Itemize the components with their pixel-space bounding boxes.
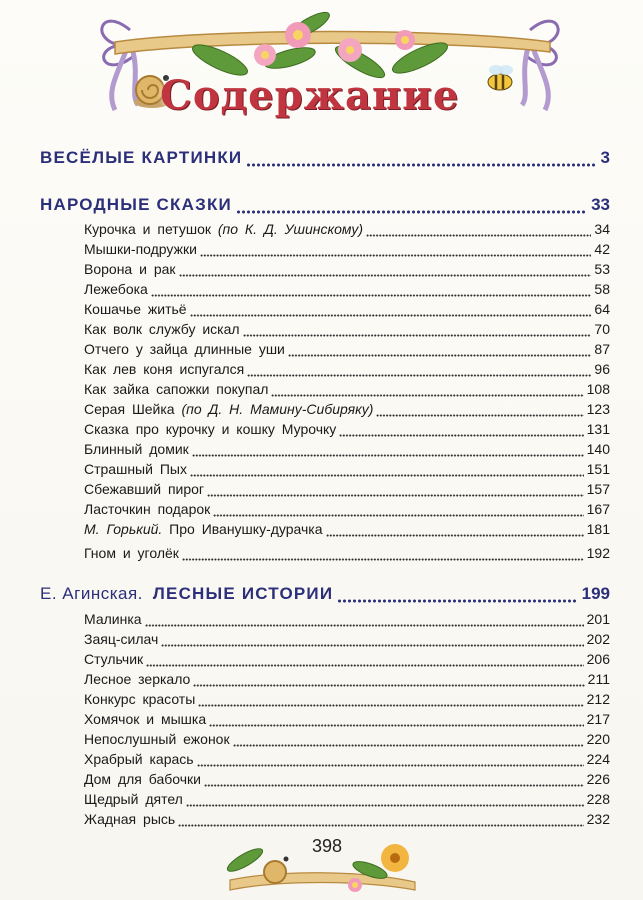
entry-page: 212 (586, 691, 610, 707)
toc-entry[interactable] (84, 421, 610, 441)
dot-leader (339, 434, 583, 437)
section-author: Е. Агинская. (40, 584, 143, 603)
toc-entry[interactable] (84, 651, 610, 671)
dot-leader (326, 534, 584, 537)
toc-entry[interactable] (84, 321, 610, 341)
entry-title: Сбежавший пирог (84, 481, 205, 497)
entry-note: (по Д. Н. Мамину-Сибиряку) (181, 401, 374, 417)
section-title: ВЕСЁЛЫЕ КАРТИНКИ (40, 148, 243, 167)
entry-page: 140 (586, 441, 610, 457)
entry-title: Лежебока (84, 281, 148, 297)
toc-entry[interactable] (84, 711, 610, 731)
entry-page: 192 (586, 545, 610, 561)
entry-title: Как волк службу искал (84, 321, 240, 337)
entry-title: Серая Шейка (84, 401, 175, 417)
dot-leader (209, 724, 584, 727)
flower-icon (381, 844, 409, 872)
dot-leader (192, 454, 584, 457)
entry-page: 87 (594, 341, 610, 357)
dot-leader (178, 824, 583, 827)
page-title: Содержание (160, 72, 460, 119)
entry-title: Мышки-подружки (84, 241, 197, 257)
entry-page: 151 (586, 461, 610, 477)
dot-leader (197, 764, 584, 767)
entry-page: 157 (586, 481, 610, 497)
entry-title: Непослушный ежонок (84, 731, 230, 747)
entry-title: Страшный Пых (84, 461, 187, 477)
toc-entry[interactable] (84, 221, 610, 241)
entry-page: 96 (594, 361, 610, 377)
dot-leader (337, 599, 577, 603)
dot-leader (151, 294, 592, 297)
entry-title: Кошачье житьё (84, 301, 187, 317)
entry-page: 232 (586, 811, 610, 827)
entry-page: 228 (586, 791, 610, 807)
section-title: НАРОДНЫЕ СКАЗКИ (40, 195, 232, 214)
entry-page: 226 (586, 771, 610, 787)
entry-page: 123 (586, 401, 610, 417)
toc-entry[interactable] (84, 671, 610, 691)
entry-title: Про Иванушку-дурачка (169, 521, 323, 537)
dot-leader (190, 474, 584, 477)
entry-title: Стульчик (84, 651, 144, 667)
dot-leader (207, 494, 584, 497)
entry-page: 202 (586, 631, 610, 647)
entry-page: 217 (586, 711, 610, 727)
page-number: 398 (311, 836, 343, 856)
dot-leader (179, 274, 592, 277)
entry-title: Курочка и петушок (84, 221, 211, 237)
entry-title: Жадная рысь (84, 811, 176, 827)
section-title: ЛЕСНЫЕ ИСТОРИИ (152, 584, 334, 603)
entry-page: 131 (586, 421, 610, 437)
section-page: 199 (581, 584, 610, 603)
dot-leader (198, 704, 583, 707)
dot-leader (233, 744, 584, 747)
toc-entry[interactable] (84, 281, 610, 301)
entry-title: Ворона и рак (84, 261, 176, 277)
entry-page: 224 (586, 751, 610, 767)
dot-leader (182, 558, 584, 561)
dot-leader (247, 374, 591, 377)
dot-leader (243, 334, 592, 337)
entry-title: Дом для бабочки (84, 771, 201, 787)
entry-title: Сказка про курочку и кошку Мурочку (84, 421, 337, 437)
toc-entry[interactable] (84, 461, 610, 481)
entry-title: Лесное зеркало (84, 671, 191, 687)
toc-entry[interactable] (84, 401, 610, 421)
toc-entry[interactable] (84, 381, 610, 401)
entry-page: 201 (586, 611, 610, 627)
dot-leader (146, 664, 584, 667)
toc-entry[interactable] (84, 501, 610, 521)
entry-title: Гном и уголёк (84, 545, 179, 561)
toc-entry[interactable] (84, 731, 610, 751)
entry-title: Конкурс красоты (84, 691, 196, 707)
entry-title: Заяц-силач (84, 631, 159, 647)
dot-leader (193, 684, 584, 687)
entry-title: Малинка (84, 611, 142, 627)
toc-entry[interactable] (84, 441, 610, 461)
toc-entry[interactable] (84, 691, 610, 711)
dot-leader (186, 804, 584, 807)
entry-page: 64 (594, 301, 610, 317)
dot-leader (246, 163, 596, 167)
entry-page: 70 (594, 321, 610, 337)
entry-author: М. Горький. (84, 521, 163, 537)
toc-entry[interactable] (84, 481, 610, 501)
dot-leader (213, 514, 583, 517)
toc-section[interactable] (40, 148, 610, 172)
toc-entry[interactable] (84, 771, 610, 791)
dot-leader (190, 314, 592, 317)
toc-section[interactable] (40, 195, 610, 219)
toc-entry[interactable] (84, 341, 610, 361)
toc-entry[interactable] (84, 791, 610, 811)
entry-title: Щедрый дятел (84, 791, 183, 807)
dot-leader (145, 624, 584, 627)
entry-note: (по К. Д. Ушинскому) (217, 221, 364, 237)
toc-entry[interactable] (84, 811, 610, 831)
toc-entry[interactable] (84, 261, 610, 281)
entry-page: 53 (594, 261, 610, 277)
dot-leader (376, 414, 583, 417)
dot-leader (288, 354, 592, 357)
entry-page: 167 (586, 501, 610, 517)
flower-icon (348, 878, 362, 892)
toc-entry[interactable] (84, 751, 610, 771)
dot-leader (366, 234, 591, 237)
toc-entry[interactable] (84, 521, 610, 541)
entry-page: 108 (586, 381, 610, 397)
dot-leader (236, 210, 587, 214)
entry-title: Отчего у зайца длинные уши (84, 341, 285, 357)
section-page: 33 (591, 195, 610, 214)
entry-page: 211 (587, 671, 610, 687)
dot-leader (204, 784, 584, 787)
toc-entry[interactable] (84, 361, 610, 381)
toc-entry[interactable] (84, 545, 610, 565)
entry-page: 220 (586, 731, 610, 747)
dot-leader (200, 254, 592, 257)
toc-entry[interactable] (84, 301, 610, 321)
section-page: 3 (600, 148, 610, 167)
entry-page: 34 (594, 221, 610, 237)
entry-title: Как зайка сапожки покупал (84, 381, 269, 397)
toc-entry[interactable] (84, 611, 610, 631)
entry-title: Храбрый карась (84, 751, 194, 767)
entry-title: Как лев коня испугался (84, 361, 245, 377)
dot-leader (161, 644, 583, 647)
toc-section[interactable] (40, 584, 610, 608)
dot-leader (271, 394, 583, 397)
entry-page: 181 (586, 521, 610, 537)
entry-page: 58 (594, 281, 610, 297)
toc-entry[interactable] (84, 241, 610, 261)
toc-entry[interactable] (84, 631, 610, 651)
entry-page: 206 (586, 651, 610, 667)
entry-page: 42 (594, 241, 610, 257)
entry-title: Ласточкин подарок (84, 501, 211, 517)
entry-title: Блинный домик (84, 441, 189, 457)
entry-title: Хомячок и мышка (84, 711, 207, 727)
